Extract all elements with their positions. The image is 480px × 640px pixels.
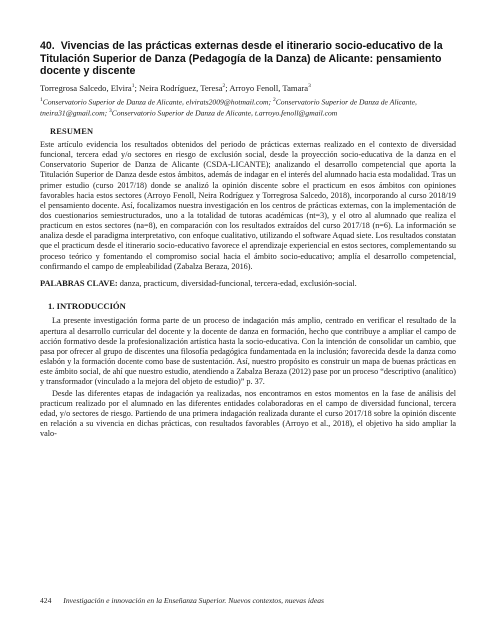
abstract-heading: RESUMEN <box>50 126 94 136</box>
chapter-title <box>40 40 456 78</box>
author-list: Torregrosa Salcedo, Elvira$^1$; Neira Rodríguez, Teresa$^2$; Arroyo Fenoll, Tamara$^3$ <box>40 82 311 93</box>
chapter-number: 40. <box>40 40 55 52</box>
running-footer-text: Investigación e innovación en la Enseñanza Superior. Nuevos contextos, nuevas ideas <box>63 596 324 605</box>
author-3: Arroyo Fenoll, Tamara <box>229 82 309 93</box>
affiliation-3: Conservatorio Superior de Danza de Alicante, t.arroyo.fenoll@gmail.com <box>111 108 338 118</box>
section-heading-introduccion: 1. INTRODUCCIÓN <box>48 301 126 312</box>
paragraph: Desde las diferentes etapas de indagación ya realizadas, nos encontramos en estos momentos en la fase de análisis del practicum realizado por el alumnado en las diferentes entidades colaboradoras en el campo de diversidad funcional, tercera edad, y/o sectores de riesgo. Partiendo de una primera indagación realizada durante el curso 2017/18 sobre la opinión discente en relación a su vivencia en dichas prácticas, con resultados favorables (Arroyo et al., 2018), el objetivo ha sido ampliar la valo- <box>40 388 456 439</box>
paragraph: La presente investigación forma parte de un proceso de indagación más amplio, centrado en verificar el resultado de la apertura al desarrollo curricular del docente y la docente de danza en formación, hecho que contribuye a ampliar el campo de acción formativo desde la profesionalización artística hasta la socio-educativa. Con la intención de consolidar un cambio, que pasa por ofrecer al grupo de discentes una filosofía pedagógica fundamentada en la inclusión; favorecida desde la danza como eslabón y la formación docente como base de sustentación. Así, nuestro propósito es construir un mapa de buenas prácticas en este ámbito social, de ahí que nuestro estudio, atendiendo a Zabalza Beraza (2012) pase por un proceso “descriptivo (analítico) y transformador (vinculado a la mejora del objeto de estudio)” p. 37. <box>40 316 456 387</box>
author-2: Neira Rodríguez, Teresa <box>139 82 223 93</box>
keywords-text: danza, practicum, diversidad-funcional, tercera-edad, exclusión-social. <box>119 278 357 288</box>
page-number: 424 <box>40 596 52 605</box>
abstract-text: Este artículo evidencia los resultados obtenidos del periodo de prácticas externas realizado en el contexto de diversidad funcional, tercera edad y/o sectores en riesgo de exclusión social, desde la proyección socio-educativa de la danza en el Conservatorio Superior de Danza de Alicante (CSDA-LICANTE); analizando el desarrollo competencial que aporta la Titulación Superior de Danza desde estos ámbitos, además de indagar en el interés del alumnado hacia esta modalidad. Tras un primer estudio (curso 2017/18) donde se analizó la opinión discente sobre el practicum en esos ámbitos con opiniones favorables hacia estos sectores (Arroyo Fenoll, Neira Rodríguez y Torregrosa Salcedo, 2018), incorporando al curso 2018/19 el pensamiento docente. Así, focalizamos nuestra investigación en los centros de prácticas externas, con la implementación de dos cuestionarios semiestructurados, uno a la totalidad de tutoras académicas (nt=3), y el otro al alumnado que realiza el practicum en estos sectores (na=8), en comparación con los resultados extraídos del curso 2017/18 (n=6). La información se analiza desde el paradigma interpretativo, con enfoque cualitativo, utilizando el software Aquad siete. Los resultados constatan que el practicum desde el itinerario socio-educativo favorece el aprendizaje experiencial en estos sectores, complementando su proceso teórico y fomentando el compromiso social hacia el ámbito socio-educativo; amplía el desarrollo competencial, confirmando el campo de empleabilidad (Zabalza Beraza, 2016). <box>40 139 456 271</box>
affiliation-2: Conservatorio Superior de Danza de Alicante, tneira31@gmail.com; <box>40 97 417 118</box>
page-footer <box>40 596 324 605</box>
abstract-body <box>40 140 456 272</box>
affiliation-1: Conservatorio Superior de Danza de Alicante, elvirats2009@hotmail.com; <box>42 97 272 107</box>
author-1: Torregrosa Salcedo, Elvira <box>40 82 132 93</box>
chapter-title-text: Vivencias de las prácticas externas desde el itinerario socio-educativo de la Titulación Superior de Danza (Pedagogía de la Danza) de Alicante: pensamiento docente y discente <box>40 40 443 78</box>
section-body <box>40 316 456 439</box>
affiliations: $^1$Conservatorio Superior de Danza de Alicante, elvirats2009@hotmail.com; $^2$Conservatorio Superior de Danza de Alicante, tneira31@gmail.com; $^3$Conservatorio Superior de Danza de Alicante, t.arroyo.fenoll@gmail.com <box>40 96 417 118</box>
keywords-label: PALABRAS CLAVE: <box>40 278 118 288</box>
keywords <box>40 279 456 290</box>
